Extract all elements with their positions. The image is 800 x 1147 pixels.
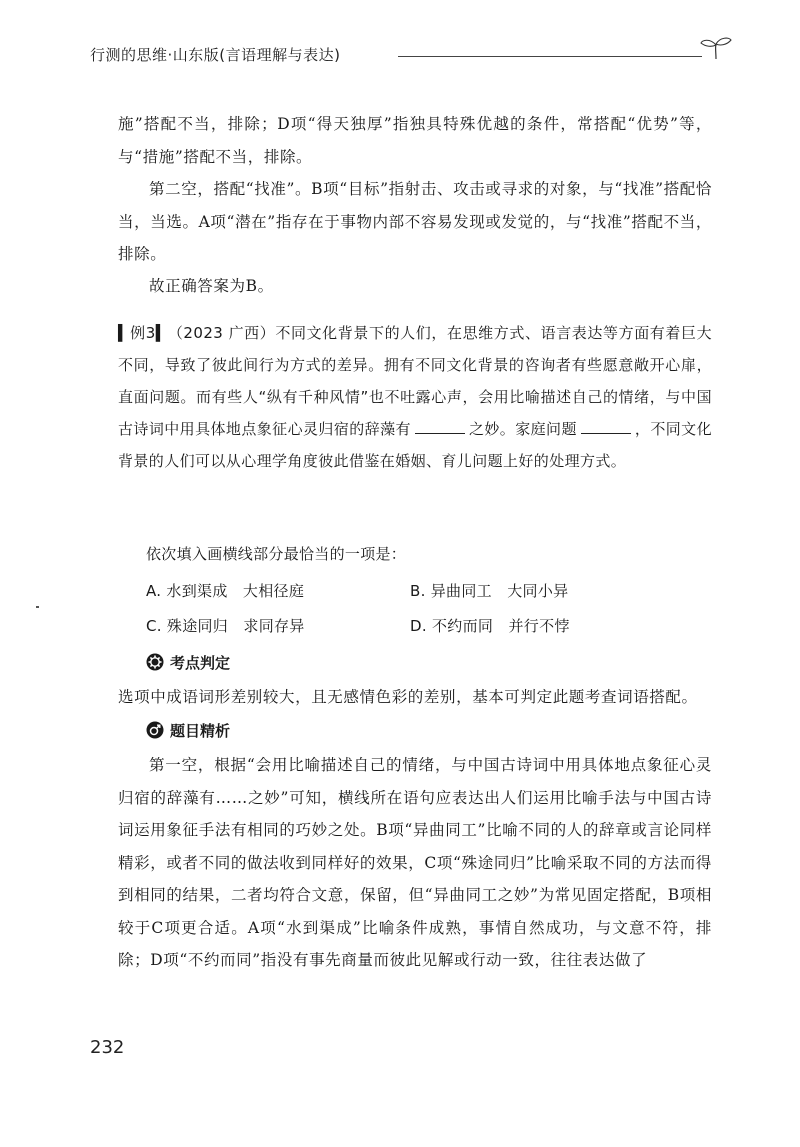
example-text-part3: ，不同文化背景的人们可以从心理学角度彼此借鉴在婚姻、育儿问题上好的处理方式。 [118,420,712,470]
jingxi-title: 题目精析 [170,721,231,740]
example-text-part2: 之妙。家庭问题 [468,420,577,438]
option-d: D. 不约而同 并行不悖 [410,617,570,635]
kaodian-text: 选项中成语词形差别较大，且无感情色彩的差别，基本可判定此题考查词语搭配。 [118,688,698,706]
running-header [90,44,750,68]
option-c: C. 殊途同归 求同存异 [146,617,305,635]
analysis-icon [146,721,164,739]
option-b: B. 异曲同工 大同小异 [410,582,569,600]
answer-blank-2 [581,419,631,434]
jingxi-heading [146,719,230,741]
option-a: A. 水到渠成 大相径庭 [146,582,305,600]
example-question [118,317,712,477]
example-tag: ▍例3▍ [118,324,168,342]
paragraph-answer: 故正确答案为B。 [149,277,274,295]
example-tag-label: 例3 [129,324,156,342]
kaodian-title: 考点判定 [170,653,231,672]
paragraph-second-blank: 第二空，搭配“找准”。B项“目标”指射击、攻击或寻求的对象，与“找准”搭配恰当，当选。A项“潜在”指存在于事物内部不容易发现或发觉的，与“找准”搭配不当，排除。 [118,180,712,263]
margin-mark [36,606,39,608]
jingxi-text: 第一空，根据“会用比喻描述自己的情绪，与中国古诗词中用具体地点象征心灵归宿的辞藻有……之妙”可知，横线所在语句应表达出人们运用比喻手法与中国古诗词运用象征手法有相同的巧妙之处。B项“异曲同工”比喻不同的人的辞章或言论同样精彩，或者不同的做法收到同样好的效果，C项“殊途同归”比喻采取不同的方法而得到相同的结果，二者均符合文意，保留，但“异曲同工之妙”为常见固定搭配，B项相较于C项更合适。A项“水到渠成”比喻条件成熟，事情自然成功，与文意不符，排除；D项“不约而同”指没有事先商量而彼此见解或行动一致，往往表达做了 [118,756,712,969]
example-text-part1: （2023 广西）不同文化背景下的人们，在思维方式、语言表达等方面有着巨大不同，导致了彼此间行为方式的差异。拥有不同文化背景的咨询者有些愿意敞开心扉，直面问题。而有些人“纵有千种风情”也不吐露心声，会用比喻描述自己的情绪，与中国古诗词中用具体地点象征心灵归宿的辞藻有 [118,324,712,438]
header-rule [398,56,702,57]
answer-blank-1 [415,419,465,434]
page-number: 232 [90,1037,125,1058]
sprout-icon [698,36,734,60]
header-title: 行测的思维·山东版(言语理解与表达) [90,46,341,64]
gear-icon [146,653,164,671]
kaodian-heading [146,651,230,673]
paragraph-continued: 施”搭配不当，排除；D项“得天独厚”指独具特殊优越的条件，常搭配“优势”等，与“措施”搭配不当，排除。 [118,115,712,166]
question-prompt: 依次填入画横线部分最恰当的一项是： [146,545,407,563]
